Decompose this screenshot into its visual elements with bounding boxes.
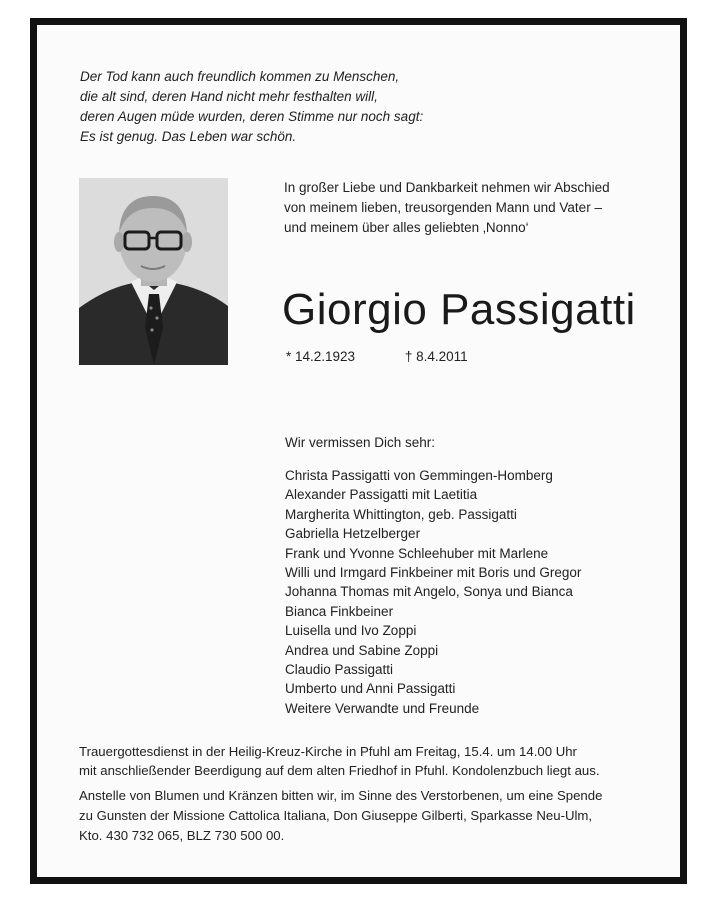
mourner-item: Gabriella Hetzelberger	[285, 526, 421, 542]
obituary-frame	[30, 18, 687, 884]
donation-line: Kto. 430 732 065, BLZ 730 500 00.	[79, 828, 285, 843]
farewell-intro	[284, 178, 610, 238]
deceased-name: Giorgio Passigatti	[282, 285, 636, 334]
mourner-item: Alexander Passigatti mit Laetitia	[285, 487, 478, 503]
poem-line: Der Tod kann auch freundlich kommen zu Menschen,	[80, 69, 400, 84]
death-date: † 8.4.2011	[404, 349, 468, 364]
mourners-list	[285, 466, 581, 718]
intro-line: und meinem über alles geliebten ‚Nonno‘	[284, 220, 529, 235]
life-dates	[286, 349, 468, 364]
funeral-line: Trauergottesdienst in der Heilig-Kreuz-Kirche in Pfuhl am Freitag, 15.4. um 14.00 Uhr	[79, 744, 577, 759]
funeral-notice	[79, 742, 600, 780]
poem	[80, 67, 423, 147]
mourner-item: Weitere Verwandte und Freunde	[285, 700, 480, 716]
intro-line: In großer Liebe und Dankbarkeit nehmen wir Abschied	[284, 180, 610, 195]
poem-line: Es ist genug. Das Leben war schön.	[80, 129, 297, 144]
birth-date: * 14.2.1923	[286, 349, 356, 364]
funeral-line: mit anschließender Beerdigung auf dem alten Friedhof in Pfuhl. Kondolenzbuch liegt aus.	[79, 763, 600, 778]
mourner-item: Luisella und Ivo Zoppi	[285, 623, 417, 639]
mourner-item: Johanna Thomas mit Angelo, Sonya und Bianca	[285, 584, 573, 600]
mourner-item: Claudio Passigatti	[285, 662, 394, 678]
poem-line: die alt sind, deren Hand nicht mehr festhalten will,	[80, 89, 378, 104]
mourner-item: Bianca Finkbeiner	[285, 603, 394, 619]
mourner-item: Willi und Irmgard Finkbeiner mit Boris und Gregor	[285, 565, 582, 581]
portrait-photo	[79, 178, 228, 365]
mourner-item: Margherita Whittington, geb. Passigatti	[285, 506, 517, 522]
mourner-item: Christa Passigatti von Gemmingen-Homberg	[285, 468, 553, 483]
miss-line: Wir vermissen Dich sehr:	[285, 435, 436, 450]
mourner-item: Andrea und Sabine Zoppi	[285, 642, 439, 658]
donation-line: zu Gunsten der Missione Cattolica Italiana, Don Giuseppe Gilberti, Sparkasse Neu-Ulm,	[79, 808, 593, 823]
mourner-item: Frank und Yvonne Schleehuber mit Marlene	[285, 545, 549, 561]
donation-notice	[79, 786, 602, 846]
poem-line: deren Augen müde wurden, deren Stimme nur noch sagt:	[80, 109, 424, 124]
mourner-item: Umberto und Anni Passigatti	[285, 681, 456, 697]
intro-line: von meinem lieben, treusorgenden Mann und Vater –	[284, 200, 602, 215]
donation-line: Anstelle von Blumen und Kränzen bitten wir, im Sinne des Verstorbenen, um eine Spende	[79, 788, 603, 803]
